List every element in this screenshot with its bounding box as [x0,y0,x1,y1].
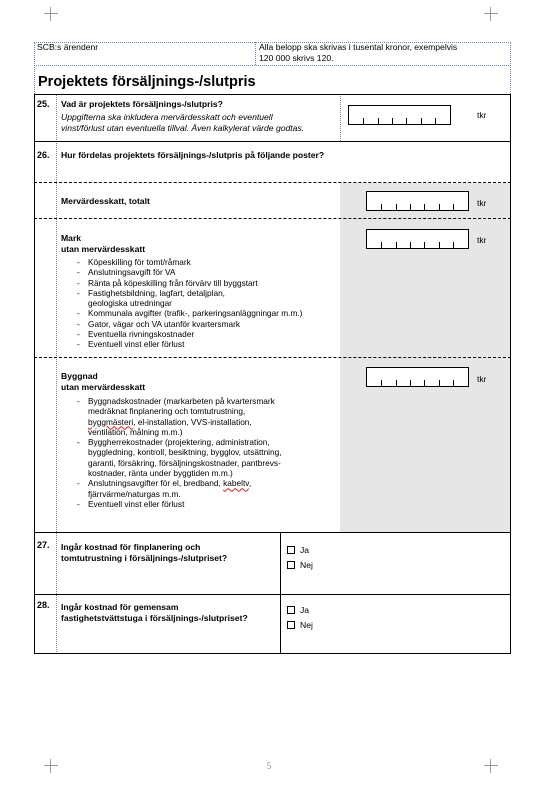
digit-tick [410,204,411,210]
list-item: - Fastighetsbildning, lagfart, detaljplan, geologiska utredningar [75,288,345,309]
list-item: - Anslutningsavgift för VA [75,267,345,277]
digit-tick [381,204,382,210]
digit-tick [453,242,454,248]
row-divider-byggnad-top [34,357,511,358]
mark-cost-list [75,257,345,350]
section-title: Projektets försäljnings-/slutpris [38,74,256,90]
row-border-25-top [34,94,511,95]
list-item: - Ränta på köpeskilling från förvärv till byggstart [75,278,345,288]
digit-tick [424,242,425,248]
mark-title: Mark utan mervärdesskatt [61,233,146,254]
form-border-left [34,94,35,654]
list-item: - Eventuella rivningskostnader [75,329,345,339]
digit-tick [363,118,364,124]
list-item: - Byggnadskostnader (markarbeten på kvartersmark medräknat finplanering och tomtutrustning, byggmästeri, el-installation, VVS-installation, ventilation, målning m.m.) [75,396,345,437]
mark-amount-input[interactable] [366,229,469,249]
digit-tick [453,204,454,210]
vat-unit-label: tkr [477,198,487,208]
q27-yes-checkbox[interactable] [287,546,295,554]
vat-label: Mervärdesskatt, totalt [61,196,150,206]
list-item: - Gator, vägar och VA utanför kvartersmark [75,319,345,329]
digit-tick [435,118,436,124]
form-border-bottom [34,653,511,654]
list-item: - Byggherrekostnader (projektering, administration, byggledning, kontroll, besiktning, bygglov, utsättning, garanti, försäkring, försäljningskostnader, pantbrevs- kostnader, ränta under byggtiden m.m.) [75,437,345,478]
guide-header-bottom [34,65,511,66]
digit-tick [453,380,454,386]
row-border-26-top [34,141,511,142]
row-27-28-divider [280,532,281,653]
crop-mark-top-left [44,7,58,21]
row-border-28-top [34,594,511,595]
question-number-27: 27. [37,540,50,550]
question-25-text: Vad är projektets försäljnings-/slutpris? [61,99,223,109]
q28-no-label: Nej [300,620,313,630]
digit-tick [439,204,440,210]
list-item: - Kommunala avgifter (trafik-, parkeringsanläggningar m.m.) [75,308,345,318]
digit-tick [439,380,440,386]
question-27-text: Ingår kostnad för finplanering och tomtutrustning i försäljnings-/slutpriset? [61,542,228,563]
page-number: 5 [266,761,272,771]
digit-tick [392,118,393,124]
list-item: - Anslutningsavgifter för el, bredband, kabeltv, fjärrvärme/naturgas m.m. [75,478,345,499]
row-border-27-top [34,532,511,533]
question-number-28: 28. [37,600,50,610]
digit-tick [439,242,440,248]
crop-mark-top-right [484,7,498,21]
amount-instruction: Alla belopp ska skrivas i tusental kronor, exempelvis 120 000 skrivs 120. [259,42,458,63]
q25-amount-input[interactable] [348,105,451,125]
question-28-text: Ingår kostnad för gemensam fastighetstvättstuga i försäljnings-/slutpriset? [61,602,248,623]
case-number-label: SCB:s ärendenr [37,42,99,52]
byggnad-title: Byggnad utan mervärdesskatt [61,371,146,392]
digit-tick [424,380,425,386]
mark-unit-label: tkr [477,235,487,245]
question-number-26: 26. [37,150,50,160]
digit-tick [424,204,425,210]
digit-tick [406,118,407,124]
list-item: - Eventuell vinst eller förlust [75,339,345,349]
q28-yes-label: Ja [300,605,310,615]
guide-right [510,42,511,94]
byggnad-cost-list [75,396,345,509]
digit-tick [396,380,397,386]
q28-no-checkbox[interactable] [287,621,295,629]
digit-tick [396,204,397,210]
q27-yes-label: Ja [300,545,310,555]
row-divider-vat-top [34,182,511,183]
guide-number-column [56,94,57,654]
question-number-25: 25. [37,99,50,109]
question-26-text: Hur fördelas projektets försäljnings-/slutpris på följande poster? [61,150,325,160]
q27-no-label: Nej [300,560,313,570]
digit-tick [381,380,382,386]
q25-unit-label: tkr [477,110,487,120]
vat-amount-input[interactable] [366,191,469,211]
list-item: - Eventuell vinst eller förlust [75,499,345,509]
guide-header-divider [255,42,256,65]
digit-tick [410,380,411,386]
digit-tick [421,118,422,124]
byggnad-unit-label: tkr [477,374,487,384]
q28-yes-checkbox[interactable] [287,606,295,614]
list-item: - Köpeskilling för tomt/råmark [75,257,345,267]
row-divider-mark-top [34,218,511,219]
price-form [34,42,511,654]
byggnad-amount-input[interactable] [366,367,469,387]
digit-tick [378,118,379,124]
digit-tick [410,242,411,248]
q27-no-checkbox[interactable] [287,561,295,569]
question-25-note: Uppgifterna ska inkludera mervärdesskatt och eventuell vinst/förlust utan eventuella tillval. Även kalkylerat värde godtas. [61,112,305,133]
digit-tick [381,242,382,248]
form-border-right [510,94,511,654]
digit-tick [396,242,397,248]
